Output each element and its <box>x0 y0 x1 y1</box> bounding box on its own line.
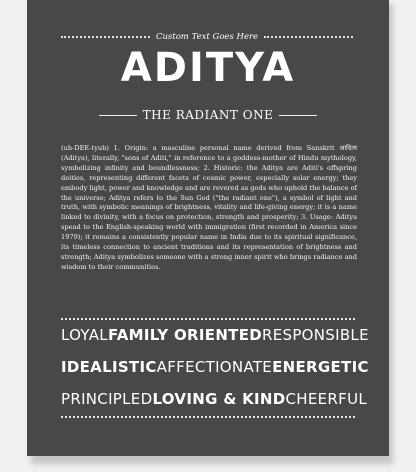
trait-row-3 <box>61 388 368 410</box>
trait-loyal: LOYAL <box>61 326 108 344</box>
rule-left <box>99 115 137 116</box>
dotted-divider <box>61 318 355 320</box>
name-poster <box>27 0 389 456</box>
trait-affectionate: AFFECTIONATE <box>156 358 273 376</box>
trait-principled: PRINCIPLED <box>61 390 153 408</box>
meaning-row <box>99 106 317 124</box>
dotted-divider <box>264 36 353 38</box>
rule-right <box>279 115 317 116</box>
trait-family-oriented: FAMILY ORIENTED <box>107 326 262 344</box>
dotted-divider <box>61 36 150 38</box>
poster-name: ADITYA <box>120 45 296 91</box>
trait-row-2 <box>61 356 369 378</box>
trait-cheerful: CHEERFUL <box>285 390 368 408</box>
tagline-row <box>61 30 353 44</box>
custom-tagline[interactable]: Custom Text Goes Here <box>155 32 259 42</box>
trait-idealistic: IDEALISTIC <box>61 358 157 376</box>
trait-energetic: ENERGETIC <box>272 358 369 376</box>
trait-loving-kind: LOVING & KIND <box>152 390 286 408</box>
name-meaning: THE RADIANT ONE <box>142 108 274 122</box>
trait-row-1 <box>61 324 369 346</box>
name-definition: (uh-DEE-tyuh) 1. Origin: a masculine personal name derived from Sanskrit आदित्य (Aditya), literally, "sons of Aditi," in reference to a goddess-mother of Hindu mythology, symbolizing infinity and boundlessness; 2. Historic: the Aditya are Aditi's offspring deities, representing different facets of cosmic power, especially solar energy; they embody light, power and knowledge and are revered as gods who uphold the balance of the universe; Aditya refers to the Sun God ("the radiant one"), a symbol of light and truth, with symbolic meanings of brightness, vitality and life-giving energy; it is a name linked to divinity, with a focus on protection, strength and prosperity; 3. Usage: Aditya spead to the English-speaking world with immigration (first recorded in America since 1979); it remains a consistently popular name in India due to its spiritual significance, its timeless connection to ancient traditions and its representation of brightness and strength; Aditya symbolizes someone with a strong inner spirit who brings radiance and wisdom to their communities. <box>61 144 357 271</box>
trait-responsible: RESPONSIBLE <box>262 326 369 344</box>
dotted-divider <box>61 416 355 418</box>
